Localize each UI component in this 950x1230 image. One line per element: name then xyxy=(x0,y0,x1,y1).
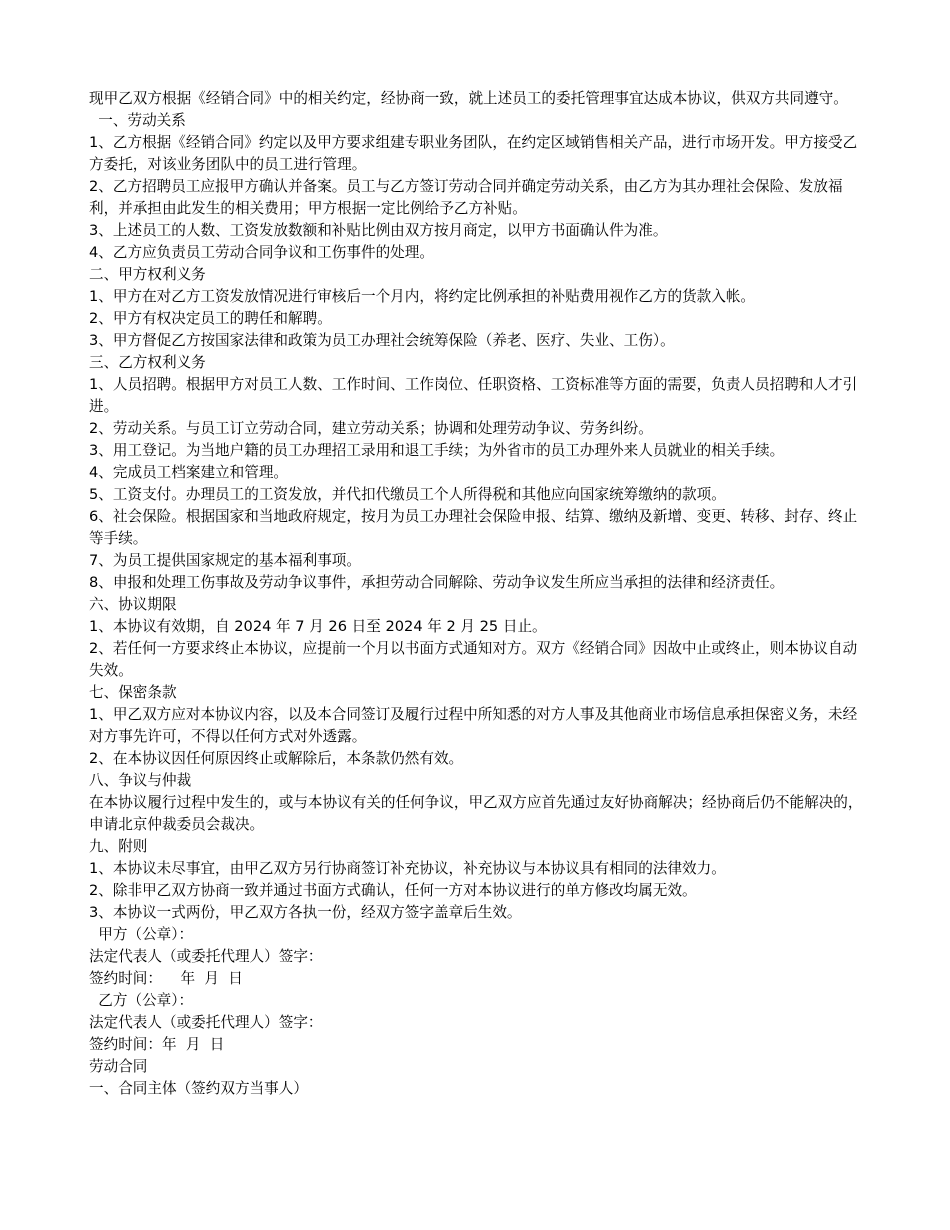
party-b-seal-line: 乙方（公章）： xyxy=(89,992,194,1009)
section-heading: 六、协议期限 xyxy=(89,596,177,613)
clause: 3、甲方督促乙方按国家法律和政策为员工办理社会统筹保险（养老、医疗、失业、工伤）。 xyxy=(89,332,675,349)
next-document-title: 劳动合同 xyxy=(89,1058,148,1075)
section-heading: 一、合同主体（签约双方当事人） xyxy=(89,1080,308,1097)
section-heading: 一、劳动关系 xyxy=(89,112,186,129)
clause: 3、本协议一式两份，甲乙双方各执一份，经双方签字盖章后生效。 xyxy=(89,904,522,921)
clause: 2、甲方有权决定员工的聘任和解聘。 xyxy=(89,310,332,327)
clause: 2、若任何一方要求终止本协议，应提前一个月以书面方式通知对方。双方《经销合同》因故中止或终止，则本协议自动失效。 xyxy=(89,640,858,679)
section-heading: 九、附则 xyxy=(89,838,148,855)
clause: 2、除非甲乙双方协商一致并通过书面方式确认，任何一方对本协议进行的单方修改均属无效。 xyxy=(89,882,697,899)
clause: 1、人员招聘。根据甲方对员工人数、工作时间、工作岗位、任职资格、工资标准等方面的需要，负责人员招聘和人才引进。 xyxy=(89,376,858,415)
intro-paragraph: 现甲乙双方根据《经销合同》中的相关约定，经协商一致，就上述员工的委托管理事宜达成本协议，供双方共同遵守。 xyxy=(89,90,848,107)
clause: 6、社会保险。根据国家和当地政府规定，按月为员工办理社会保险申报、结算、缴纳及新增、变更、转移、封存、终止等手续。 xyxy=(89,508,858,547)
clause: 在本协议履行过程中发生的，或与本协议有关的任何争议，甲乙双方应首先通过友好协商解决；经协商后仍不能解决的，申请北京仲裁委员会裁决。 xyxy=(89,794,863,833)
section-heading: 七、保密条款 xyxy=(89,684,177,701)
party-a-date-line: 签约时间： 年 月 日 xyxy=(89,970,243,987)
clause: 8、申报和处理工伤事故及劳动争议事件，承担劳动合同解除、劳动争议发生所应当承担的法律和经济责任。 xyxy=(89,574,785,591)
clause: 1、甲乙双方应对本协议内容，以及本合同签订及履行过程中所知悉的对方人事及其他商业市场信息承担保密义务，未经对方事先许可，不得以任何方式对外透露。 xyxy=(89,706,858,745)
clause: 5、工资支付。办理员工的工资发放，并代扣代缴员工个人所得税和其他应向国家统筹缴纳的款项。 xyxy=(89,486,726,503)
clause: 1、本协议未尽事宜，由甲乙双方另行协商签订补充协议，补充协议与本协议具有相同的法律效力。 xyxy=(89,860,726,877)
document-body xyxy=(89,88,864,1100)
section-heading: 三、乙方权利义务 xyxy=(89,354,206,371)
party-b-date-line: 签约时间：年 月 日 xyxy=(89,1036,225,1053)
clause: 3、用工登记。为当地户籍的员工办理招工录用和退工手续；为外省市的员工办理外来人员就业的相关手续。 xyxy=(89,442,785,459)
section-heading: 二、甲方权利义务 xyxy=(89,266,206,283)
clause: 1、甲方在对乙方工资发放情况进行审核后一个月内，将约定比例承担的补贴费用视作乙方的货款入帐。 xyxy=(89,288,756,305)
clause: 1、乙方根据《经销合同》约定以及甲方要求组建专职业务团队，在约定区域销售相关产品，进行市场开发。甲方接受乙方委托，对该业务团队中的员工进行管理。 xyxy=(89,134,858,173)
section-heading: 八、争议与仲裁 xyxy=(89,772,192,789)
clause: 4、乙方应负责员工劳动合同争议和工伤事件的处理。 xyxy=(89,244,434,261)
clause: 3、上述员工的人数、工资发放数额和补贴比例由双方按月商定，以甲方书面确认件为准。 xyxy=(89,222,668,239)
party-b-signature-line: 法定代表人（或委托代理人）签字： xyxy=(89,1014,323,1031)
clause: 1、本协议有效期，自 2024 年 7 月 26 日至 2024 年 2 月 25 日止。 xyxy=(89,618,547,635)
clause: 7、为员工提供国家规定的基本福利事项。 xyxy=(89,552,361,569)
party-a-seal-line: 甲方（公章）： xyxy=(89,926,194,943)
clause: 2、在本协议因任何原因终止或解除后，本条款仍然有效。 xyxy=(89,750,464,767)
party-a-signature-line: 法定代表人（或委托代理人）签字： xyxy=(89,948,323,965)
clause: 4、完成员工档案建立和管理。 xyxy=(89,464,289,481)
clause: 2、乙方招聘员工应报甲方确认并备案。员工与乙方签订劳动合同并确定劳动关系，由乙方为其办理社会保险、发放福利，并承担由此发生的相关费用；甲方根据一定比例给予乙方补贴。 xyxy=(89,178,843,217)
clause: 2、劳动关系。与员工订立劳动合同，建立劳动关系；协调和处理劳动争议、劳务纠纷。 xyxy=(89,420,653,437)
